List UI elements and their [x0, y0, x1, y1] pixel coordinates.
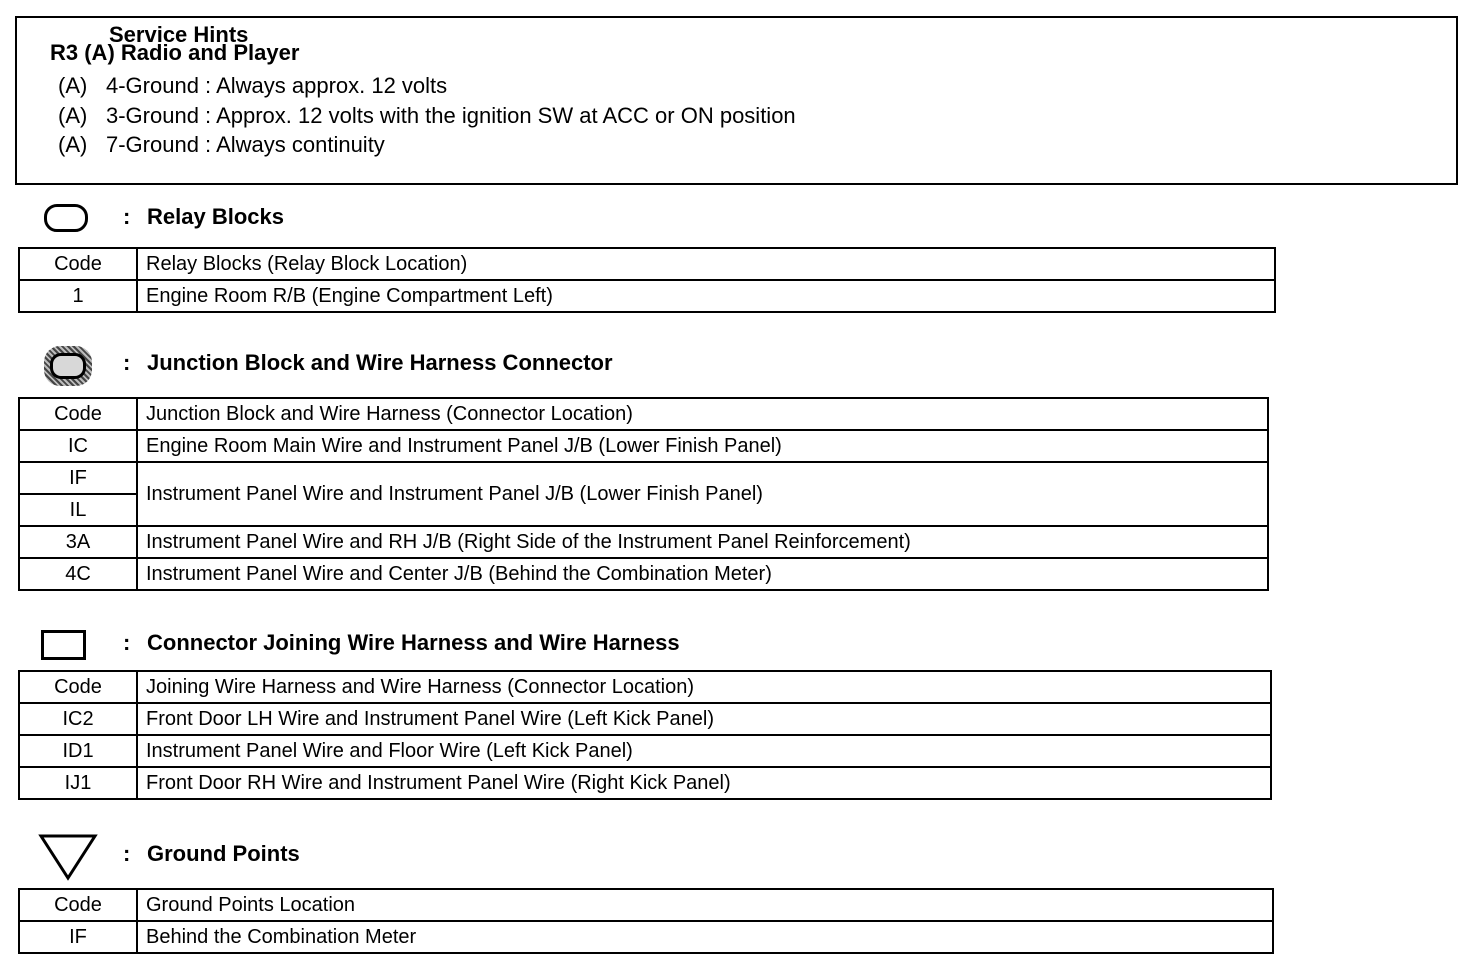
junction-table [18, 397, 1269, 591]
table-row [19, 462, 1268, 494]
table-header-row [19, 398, 1268, 430]
header-code: Code [19, 248, 137, 280]
table-header-row [19, 248, 1275, 280]
ground-heading: : Ground Points [123, 841, 300, 866]
hint-line [58, 72, 447, 100]
table-header-row [19, 889, 1273, 921]
ground-title: Ground Points [147, 841, 300, 866]
header-location: Joining Wire Harness and Wire Harness (Connector Location) [137, 671, 1271, 703]
ground-table [18, 888, 1274, 954]
service-hints-subtitle: R3 (A) Radio and Player [50, 40, 300, 65]
relay-blocks-table [18, 247, 1276, 313]
hint-line [58, 102, 796, 130]
row-location: Front Door RH Wire and Instrument Panel Wire (Right Kick Panel) [137, 767, 1271, 799]
table-row [19, 767, 1271, 799]
table-header-row [19, 671, 1271, 703]
hint-prefix: (A) [58, 132, 88, 157]
row-code: IJ1 [19, 767, 137, 799]
row-location: Instrument Panel Wire and Floor Wire (Left Kick Panel) [137, 735, 1271, 767]
table-row [19, 280, 1275, 312]
relay-blocks-title: Relay Blocks [147, 204, 284, 229]
table-row [19, 735, 1271, 767]
row-code: IC [19, 430, 137, 462]
relay-blocks-heading: : Relay Blocks [123, 204, 284, 229]
header-code: Code [19, 671, 137, 703]
connector-title: Connector Joining Wire Harness and Wire Harness [147, 630, 680, 655]
header-location: Relay Blocks (Relay Block Location) [137, 248, 1275, 280]
junction-block-symbol-icon [44, 346, 92, 386]
row-location: Engine Room Main Wire and Instrument Panel J/B (Lower Finish Panel) [137, 430, 1268, 462]
row-code: IF [19, 462, 137, 494]
junction-title: Junction Block and Wire Harness Connector [147, 350, 613, 375]
row-code: ID1 [19, 735, 137, 767]
row-location: Instrument Panel Wire and Center J/B (Behind the Combination Meter) [137, 558, 1268, 590]
connector-table [18, 670, 1272, 800]
relay-block-symbol-icon [44, 204, 88, 232]
hint-text: 3-Ground : Approx. 12 volts with the ignition SW at ACC or ON position [106, 103, 796, 128]
header-location: Junction Block and Wire Harness (Connector Location) [137, 398, 1268, 430]
hint-line [58, 131, 385, 159]
table-row [19, 921, 1273, 953]
row-code: IC2 [19, 703, 137, 735]
table-row [19, 558, 1268, 590]
hint-text: 7-Ground : Always continuity [106, 132, 385, 157]
row-location: Behind the Combination Meter [137, 921, 1273, 953]
row-code: 1 [19, 280, 137, 312]
hint-prefix: (A) [58, 73, 88, 98]
row-location: Engine Room R/B (Engine Compartment Left) [137, 280, 1275, 312]
row-location: Instrument Panel Wire and RH J/B (Right Side of the Instrument Panel Reinforcement) [137, 526, 1268, 558]
table-row [19, 703, 1271, 735]
table-row [19, 526, 1268, 558]
service-hints-title: Service Hints [97, 21, 270, 49]
row-code: 3A [19, 526, 137, 558]
ground-point-symbol-icon [38, 833, 98, 881]
row-code: 4C [19, 558, 137, 590]
hint-prefix: (A) [58, 103, 88, 128]
junction-heading: : Junction Block and Wire Harness Connector [123, 350, 613, 375]
row-location: Front Door LH Wire and Instrument Panel Wire (Left Kick Panel) [137, 703, 1271, 735]
connector-heading: : Connector Joining Wire Harness and Wire Harness [123, 630, 680, 655]
header-location: Ground Points Location [137, 889, 1273, 921]
connector-symbol-icon [41, 630, 86, 660]
table-row [19, 430, 1268, 462]
header-code: Code [19, 889, 137, 921]
row-location: Instrument Panel Wire and Instrument Panel J/B (Lower Finish Panel) [137, 462, 1268, 526]
row-code: IF [19, 921, 137, 953]
row-code: IL [19, 494, 137, 526]
header-code: Code [19, 398, 137, 430]
hint-text: 4-Ground : Always approx. 12 volts [106, 73, 448, 98]
